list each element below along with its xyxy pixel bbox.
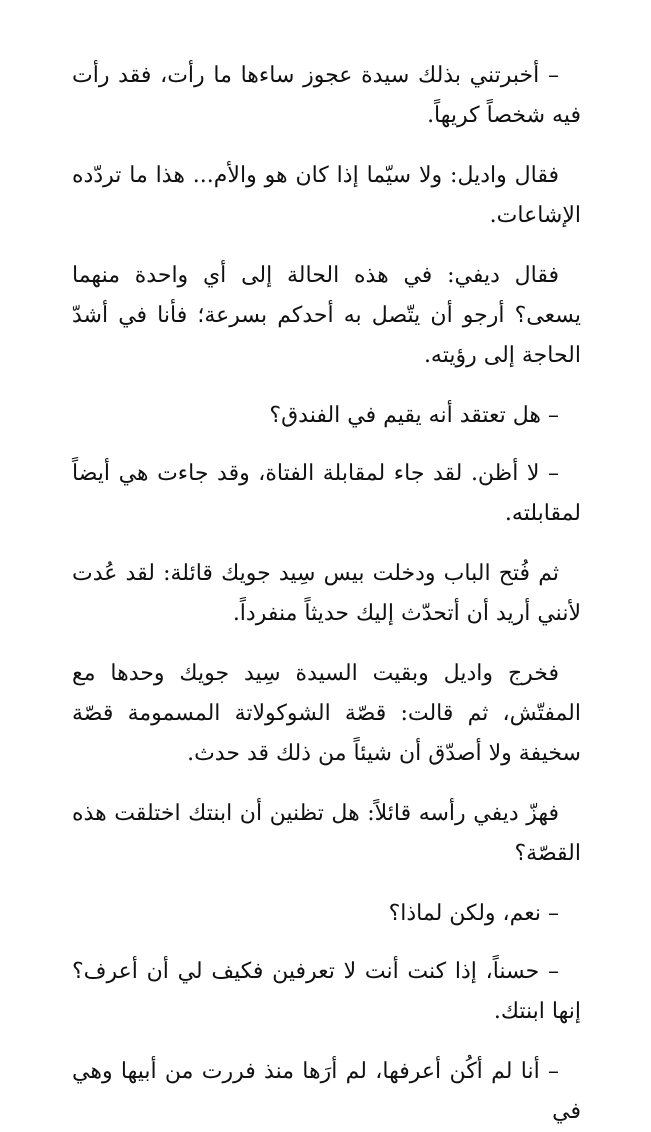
paragraph-2: فقال واديل: ولا سيّما إذا كان هو والأم... هذا ما تردّده الإشاعات.	[72, 163, 581, 228]
paragraph-6: ثم فُتح الباب ودخلت بيس سِيد جويك قائلة: لقد عُدت لأنني أريد أن أتحدّث إليك حديثاً منفرداً.	[72, 561, 581, 626]
paragraph-8: فهزّ ديفي رأسه قائلاً: هل تظنين أن ابنتك اختلقت هذه القصّة؟	[72, 801, 581, 866]
paragraph-5: – لا أظن. لقد جاء لمقابلة الفتاة، وقد جاءت هي أيضاً لمقابلته.	[72, 461, 581, 526]
paragraph-1: – أخبرتني بذلك سيدة عجوز ساءها ما رأت، فقد رأت فيه شخصاً كريهاً.	[72, 63, 581, 128]
paragraph-9: – نعم، ولكن لماذا؟	[388, 901, 559, 926]
paragraph-3: فقال ديفي: في هذه الحالة إلى أي واحدة منهما يسعى؟ أرجو أن يتّصل به أحدكم بسرعة؛ فأنا في أشدّ الحاجة إلى رؤيته.	[72, 263, 581, 368]
paragraph-7: فخرج واديل وبقيت السيدة سِيد جويك وحدها مع المفتّش، ثم قالت: قصّة الشوكولاتة المسمومة قصّة سخيفة ولا أصدّق أن شيئاً من ذلك قد حدث.	[72, 661, 581, 766]
paragraph-4: – هل تعتقد أنه يقيم في الفندق؟	[269, 403, 559, 428]
paragraph-10: – حسناً، إذا كنت أنت لا تعرفين فكيف لي أن أعرف؟ إنها ابنتك.	[72, 959, 581, 1024]
paragraph-11: – أنا لم أكُن أعرفها، لم أرَها منذ فررت من أبيها وهي في	[72, 1059, 581, 1124]
